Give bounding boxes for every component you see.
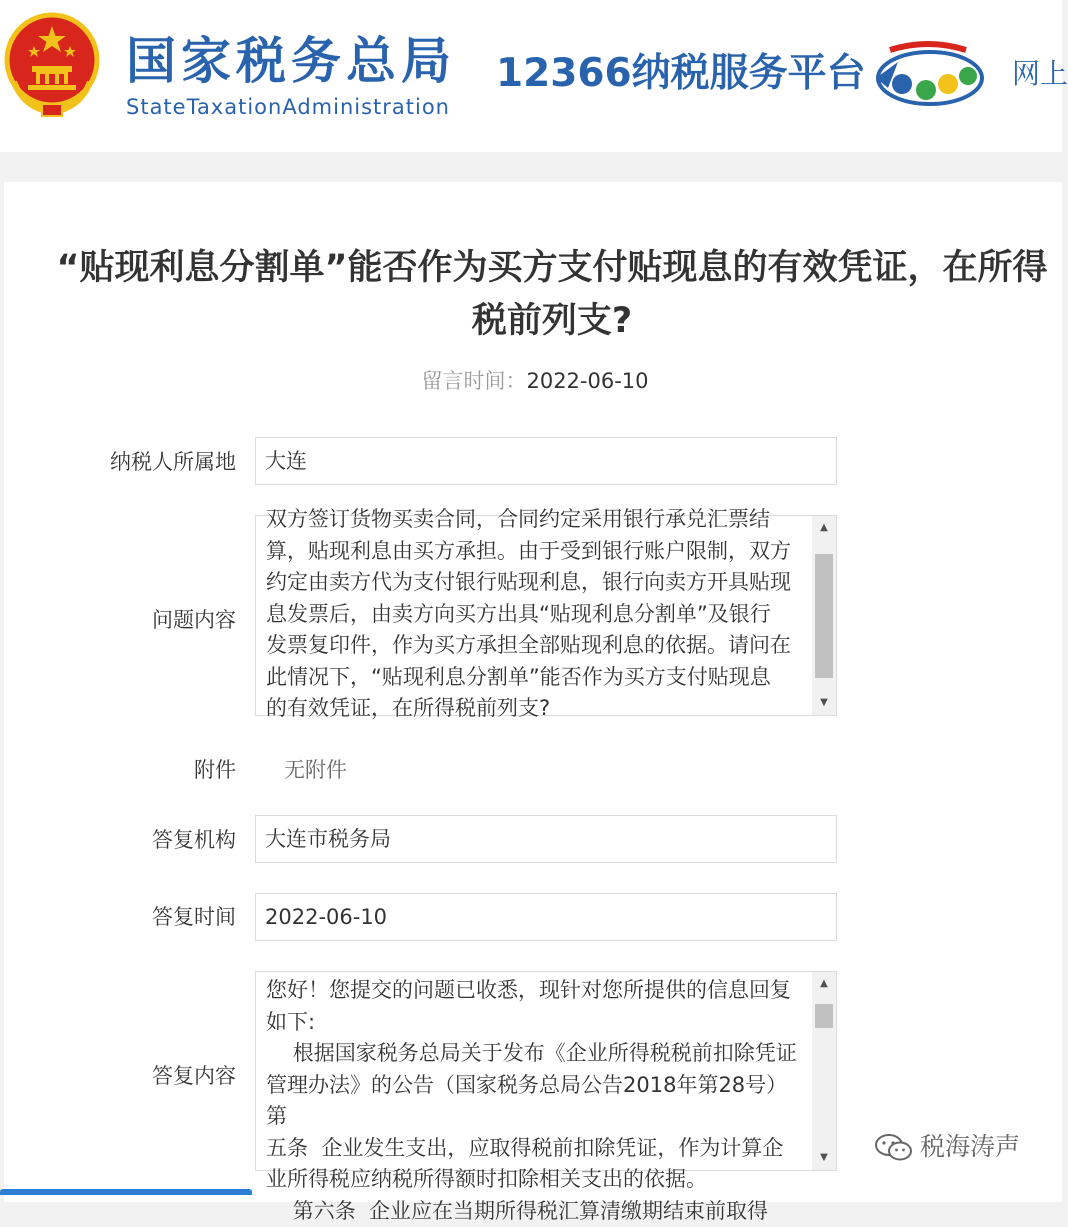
location-field[interactable]: 大连 <box>255 437 837 485</box>
national-emblem-icon <box>4 12 100 118</box>
text-line: 双方签订货物买卖合同，合同约定采用银行承兑汇票结 <box>266 504 804 536</box>
text-line: 五条 企业发生支出，应取得税前扣除凭证，作为计算企 <box>266 1133 804 1165</box>
text-line: 约定由卖方代为支付银行贴现利息，银行向卖方开具贴现 <box>266 567 804 599</box>
question-textarea[interactable] <box>255 515 837 716</box>
text-line: 的有效凭证，在所得税前列支? <box>266 693 804 725</box>
agency-field[interactable]: 大连市税务局 <box>255 815 837 863</box>
12366-logo-icon <box>868 38 988 110</box>
wechat-icon <box>874 1133 914 1163</box>
text-line: 此情况下，“贴现利息分割单”能否作为买方支付贴现息 <box>266 662 804 694</box>
text-line: 您好！您提交的问题已收悉，现针对您所提供的信息回复 <box>266 975 804 1007</box>
message-time-value: 2022-06-10 <box>526 369 648 393</box>
text-line: 业所得税应纳税所得额时扣除相关支出的依据。 <box>266 1164 804 1196</box>
scroll-down-icon[interactable]: ▼ <box>812 693 836 713</box>
attachment-value: 无附件 <box>284 755 347 785</box>
location-label: 纳税人所属地 <box>0 447 236 477</box>
scroll-up-icon[interactable]: ▲ <box>812 518 836 538</box>
brand <box>126 30 456 120</box>
question-scrollbar[interactable] <box>812 516 836 715</box>
brand-name-en: StateTaxationAdministration <box>126 94 456 120</box>
text-line: 第六条 企业应在当期所得税汇算清缴期结束前取得 <box>266 1196 804 1227</box>
site-header <box>0 0 1062 152</box>
text-line: 息发票后，由卖方向买方出具“贴现利息分割单”及银行 <box>266 599 804 631</box>
reply-time-label: 答复时间 <box>0 902 236 932</box>
attachment-label: 附件 <box>0 755 236 785</box>
message-time <box>4 366 1066 396</box>
text-line: 算，贴现利息由买方承担。由于受到银行账户限制，双方 <box>266 536 804 568</box>
text-line: 管理办法》的公告（国家税务总局公告2018年第28号）第 <box>266 1070 804 1133</box>
platform-title[interactable]: 12366纳税服务平台 <box>496 48 866 100</box>
text-line: 如下: <box>266 1007 804 1039</box>
text-line: 根据国家税务总局关于发布《企业所得税税前扣除凭证 <box>266 1038 804 1070</box>
message-time-label: 留言时间： <box>421 369 526 393</box>
agency-label: 答复机构 <box>0 825 236 855</box>
scroll-thumb[interactable] <box>815 554 833 678</box>
page-title: “贴现利息分割单”能否作为买方支付贴现息的有效凭证，在所得税前列支? <box>44 242 1060 348</box>
reply-time-field[interactable]: 2022-06-10 <box>255 893 837 941</box>
brand-name-cn: 国家税务总局 <box>126 30 456 92</box>
question-label: 问题内容 <box>0 605 236 635</box>
nav-link-online[interactable]: 网上 <box>1012 56 1068 92</box>
watermark <box>874 1130 1020 1164</box>
reply-textarea[interactable] <box>255 971 837 1171</box>
reply-label: 答复内容 <box>0 1061 236 1091</box>
reply-scrollbar[interactable] <box>812 972 836 1170</box>
bottom-tab-indicator <box>0 1189 252 1195</box>
question-text <box>266 504 804 725</box>
watermark-text: 税海涛声 <box>920 1132 1020 1161</box>
text-line: 发票复印件，作为买方承担全部贴现利息的依据。请问在 <box>266 630 804 662</box>
scroll-thumb[interactable] <box>815 1004 833 1028</box>
scroll-up-icon[interactable]: ▲ <box>812 974 836 994</box>
scroll-down-icon[interactable]: ▼ <box>812 1148 836 1168</box>
reply-text <box>266 975 804 1227</box>
